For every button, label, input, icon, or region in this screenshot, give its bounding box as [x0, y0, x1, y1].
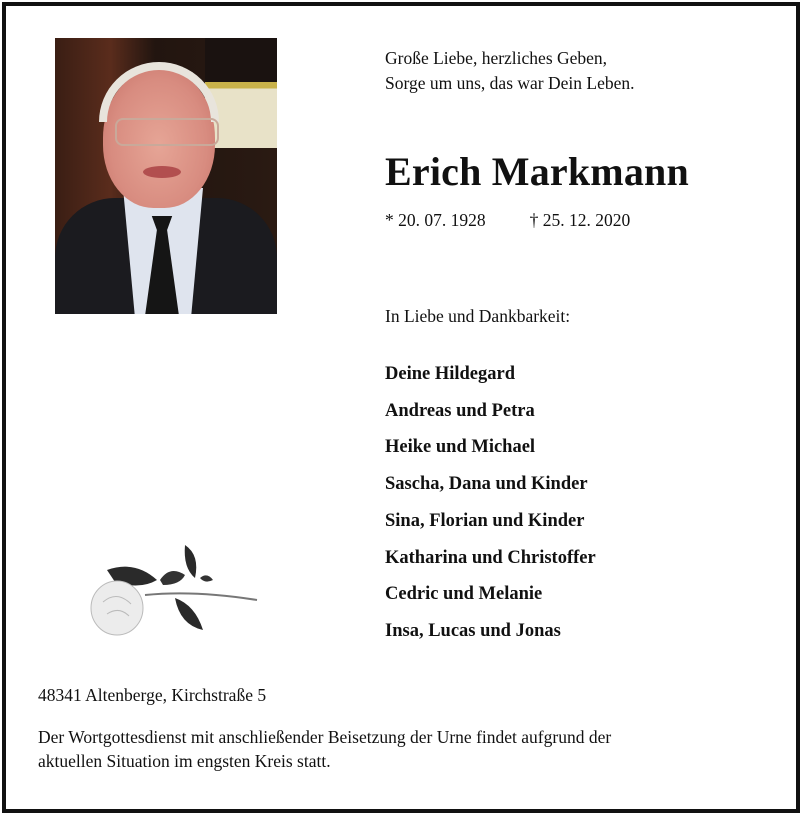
family-member: Katharina und Christoffer — [385, 547, 596, 568]
family-member: Cedric und Melanie — [385, 584, 543, 605]
family-member: Andreas und Petra — [385, 400, 535, 421]
family-member: Heike und Michael — [385, 437, 536, 458]
family-member: Deine Hildegard — [385, 364, 516, 384]
address: 48341 Altenberge, Kirchstraße 5 — [38, 685, 267, 705]
memorial-quote — [385, 46, 635, 96]
service-note — [38, 725, 778, 773]
rose-icon — [85, 540, 265, 640]
family-list — [385, 356, 596, 650]
thanks-heading: In Liebe und Dankbarkeit: — [385, 306, 571, 326]
family-member: Sina, Florian und Kinder — [385, 510, 585, 531]
family-member: Insa, Lucas und Jonas — [385, 620, 561, 641]
quote-line: Sorge um uns, das war Dein Leben. — [385, 73, 635, 93]
note-line: Der Wortgottesdienst mit anschließender Beisetzung der Urne findet aufgrund der — [38, 727, 612, 747]
quote-line: Große Liebe, herzliches Geben, — [385, 48, 608, 68]
family-member: Sascha, Dana und Kinder — [385, 474, 588, 495]
life-dates — [385, 210, 630, 231]
deceased-name: Erich Markmann — [385, 149, 689, 194]
death-date: † 25. 12. 2020 — [529, 210, 631, 230]
note-line: aktuellen Situation im engsten Kreis statt. — [38, 751, 331, 771]
portrait-photo — [55, 38, 277, 314]
birth-date: * 20. 07. 1928 — [385, 210, 486, 230]
